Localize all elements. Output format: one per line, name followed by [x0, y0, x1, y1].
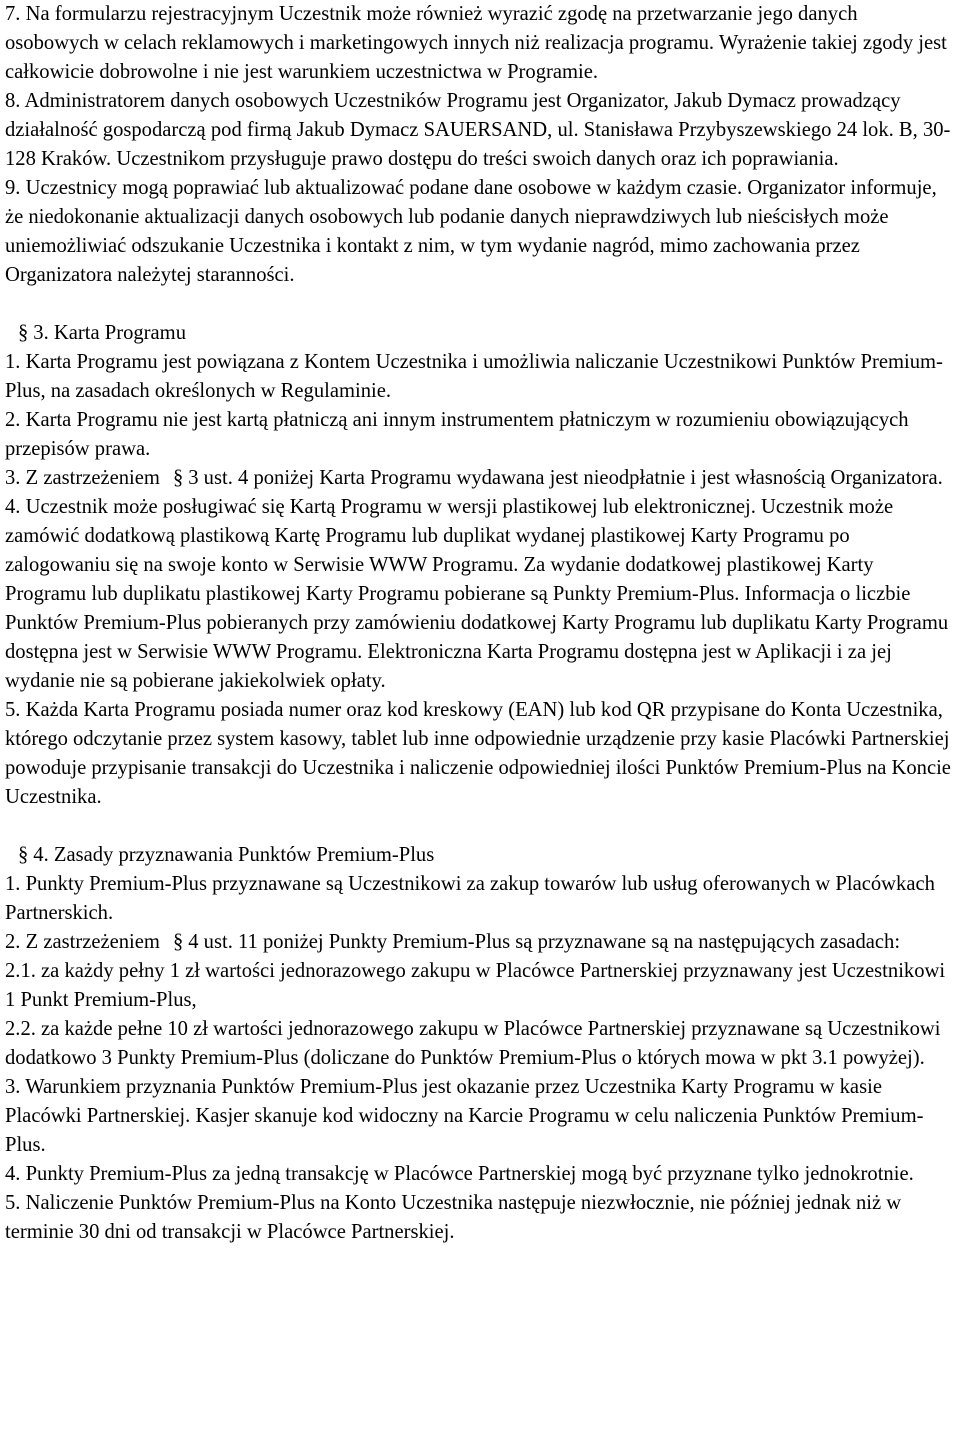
section-4-item-2 [5, 928, 956, 957]
section-3-heading [5, 319, 956, 348]
section-4-item-3: 3. Warunkiem przyznania Punktów Premium-Plus jest okazanie przez Uczestnika Karty Programu w kasie Placówki Partnerskiej. Kasjer skanuje kod widoczny na Karcie Programu w celu naliczenia Punktów Premium-Plus. [5, 1076, 924, 1156]
section-3-item-4: 4. Uczestnik może posługiwać się Kartą Programu w wersji plastikowej lub elektronicznej. Uczestnik może zamówić dodatkową plastikową Kartę Programu lub duplikat wydanej plastikowej Karty Programu po zalogowaniu się na swoje konto w Serwisie WWW Programu. Za wydanie dodatkowej plastikowej Karty Programu lub duplikatu plastikowej Karty Programu pobierane są Punkty Premium-Plus. Informacja o liczbie Punktów Premium-Plus pobieranych przy zamówieniu dodatkowej Karty Programu lub duplikatu Karty Programu dostępna jest w Serwisie WWW Programu. Elektroniczna Karta Programu dostępna jest w Aplikacji i za jej wydanie nie są pobierane jakiekolwiek opłaty. [5, 496, 949, 692]
section-4-item-4: 4. Punkty Premium-Plus za jedną transakcję w Placówce Partnerskiej mogą być przyznane tylko jednokrotnie. [5, 1163, 914, 1185]
paragraph-7: 7. Na formularzu rejestracyjnym Uczestnik może również wyrazić zgodę na przetwarzanie jego danych osobowych w celach reklamowych i marketingowych innych niż realizacja programu. Wyrażenie takiej zgody jest całkowicie dobrowolne i nie jest warunkiem uczestnictwa w Programie. [5, 3, 947, 83]
section-4-heading [5, 841, 956, 870]
section-sign: § [18, 322, 29, 344]
section-4-item-2-end: 4 ust. 11 poniżej Punkty Premium-Plus są przyznawane są na następujących zasadach: [188, 931, 901, 953]
section-3-item-3-end: 3 ust. 4 poniżej Karta Programu wydawana jest nieodpłatnie i jest własnością Organizatora. [188, 467, 943, 489]
section-sign: § [18, 844, 29, 866]
section-4-item-1: 1. Punkty Premium-Plus przyznawane są Uczestnikowi za zakup towarów lub usług oferowanych w Placówkach Partnerskich. [5, 873, 935, 924]
section-3-heading-text: 3. Karta Programu [33, 322, 186, 344]
section-sign: § [172, 467, 184, 489]
section-3-item-2: 2. Karta Programu nie jest kartą płatniczą ani innym instrumentem płatniczym w rozumieniu obowiązujących przepisów prawa. [5, 409, 909, 460]
section-4-item-2-2: 2.2. za każde pełne 10 zł wartości jednorazowego zakupu w Placówce Partnerskiej przyznawane są Uczestnikowi dodatkowo 3 Punkty Premium-Plus (doliczane do Punktów Premium-Plus o których mowa w pkt 3.1 powyżej). [5, 1018, 941, 1069]
section-3-item-3 [5, 464, 956, 493]
section-3-item-3-start: 3. Z zastrzeżeniem [5, 467, 160, 489]
spacer [5, 812, 956, 841]
paragraph-8: 8. Administratorem danych osobowych Uczestników Programu jest Organizator, Jakub Dymacz prowadzący działalność gospodarczą pod firmą Jakub Dymacz SAUERSAND, ul. Stanisława Przybyszewskiego 24 lok. B, 30-128 Kraków. Uczestnikom przysługuje prawo dostępu do treści swoich danych oraz ich poprawiania. [5, 90, 951, 170]
section-sign: § [172, 931, 184, 953]
section-4-item-5: 5. Naliczenie Punktów Premium-Plus na Konto Uczestnika następuje niezwłocznie, nie później jednak niż w terminie 30 dni od transakcji w Placówce Partnerskiej. [5, 1192, 902, 1243]
paragraph-9: 9. Uczestnicy mogą poprawiać lub aktualizować podane dane osobowe w każdym czasie. Organizator informuje, że niedokonanie aktualizacji danych osobowych lub podanie danych nieprawdziwych lub nieścisłych może uniemożliwiać odszukanie Uczestnika i kontakt z nim, w tym wydanie nagród, mimo zachowania przez Organizatora należytej staranności. [5, 177, 937, 286]
section-4-item-2-1: 2.1. za każdy pełny 1 zł wartości jednorazowego zakupu w Placówce Partnerskiej przyznawany jest Uczestnikowi 1 Punkt Premium-Plus, [5, 960, 946, 1011]
section-4-item-2-start: 2. Z zastrzeżeniem [5, 931, 160, 953]
section-3-item-5: 5. Każda Karta Programu posiada numer oraz kod kreskowy (EAN) lub kod QR przypisane do Konta Uczestnika, którego odczytanie przez system kasowy, tablet lub inne odpowiednie urządzenie przy kasie Placówki Partnerskiej powoduje przypisanie transakcji do Uczestnika i naliczenie odpowiedniej ilości Punktów Premium-Plus na Koncie Uczestnika. [5, 699, 951, 808]
section-4-heading-text: 4. Zasady przyznawania Punktów Premium-Plus [33, 844, 435, 866]
section-3-item-1: 1. Karta Programu jest powiązana z Kontem Uczestnika i umożliwia naliczanie Uczestnikowi Punktów Premium-Plus, na zasadach określonych w Regulaminie. [5, 351, 943, 402]
spacer [5, 290, 956, 319]
